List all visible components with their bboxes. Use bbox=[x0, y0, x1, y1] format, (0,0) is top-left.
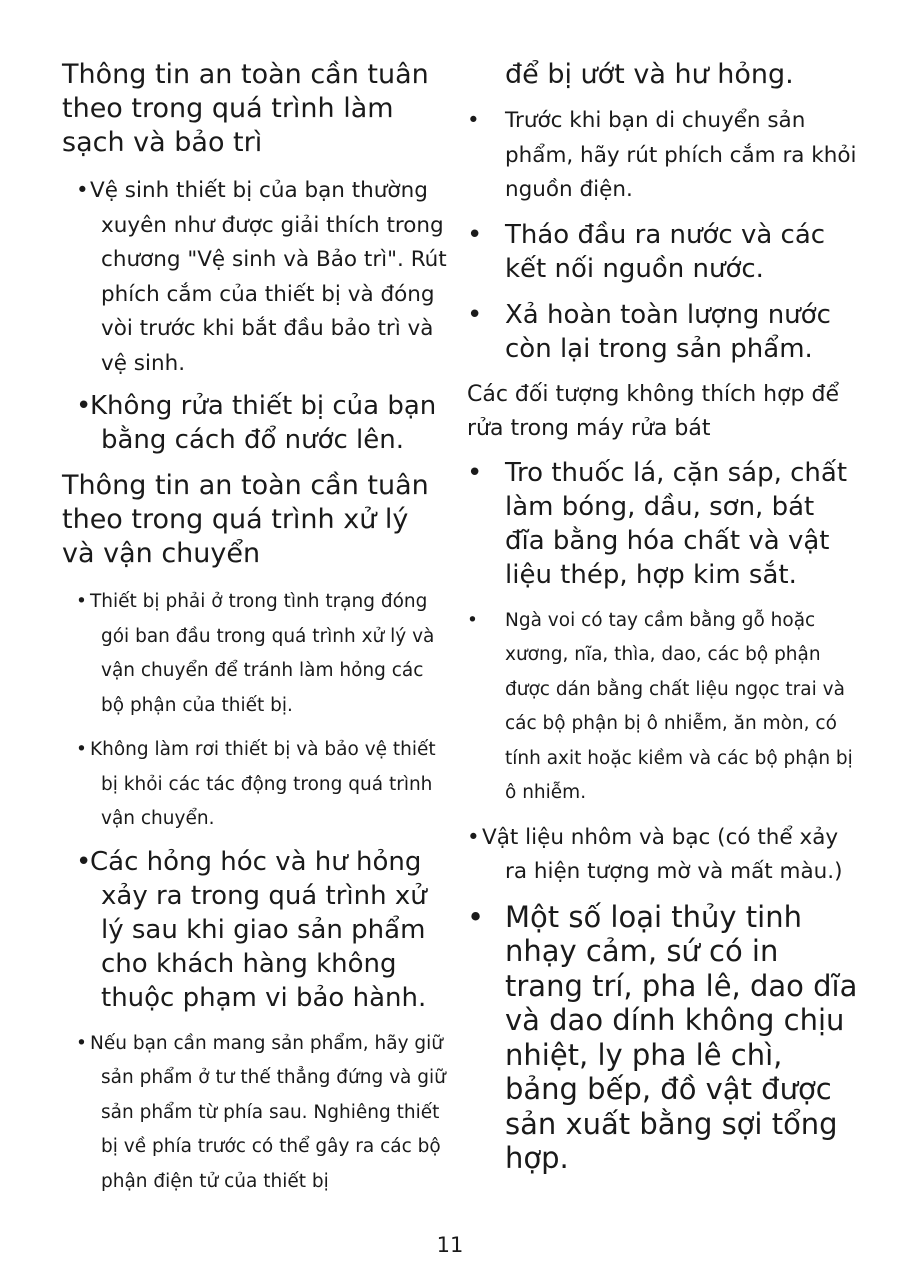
bullet-item bbox=[467, 900, 862, 1176]
bullet-item bbox=[62, 733, 447, 837]
bullet-text: Xả hoàn toàn lượng nước còn lại trong sản phẩm. bbox=[505, 299, 831, 364]
continued-text: để bị ướt và hư hỏng. bbox=[505, 59, 794, 90]
left-column bbox=[62, 58, 447, 1199]
bullet-icon: • bbox=[76, 846, 92, 877]
bullet-icon: • bbox=[76, 391, 92, 421]
bullet-icon: • bbox=[76, 591, 87, 612]
bullet-icon: • bbox=[467, 899, 485, 934]
bullet-icon: • bbox=[76, 739, 87, 760]
bullet-item bbox=[467, 298, 862, 366]
section-heading-cleaning: Thông tin an toàn cần tuân theo trong quá trình làm sạch và bảo trì bbox=[62, 59, 429, 158]
bullet-item bbox=[467, 604, 862, 811]
bullet-icon: • bbox=[467, 219, 483, 250]
bullet-text: Không rửa thiết bị của bạn bằng cách đổ nước lên. bbox=[90, 391, 437, 455]
bullet-item bbox=[62, 174, 447, 381]
bullet-item bbox=[467, 218, 862, 286]
right-column bbox=[467, 58, 862, 1176]
bullet-text: Nếu bạn cần mang sản phẩm, hãy giữ sản phẩm ở tư thế thẳng đứng và giữ sản phẩm từ phía sau. Nghiêng thiết bị về phía trước có thể gây ra các bộ phận điện tử của thiết bị bbox=[90, 1032, 446, 1192]
bullet-item bbox=[62, 845, 447, 1015]
bullet-text: Ngà voi có tay cầm bằng gỗ hoặc xương, nĩa, thìa, dao, các bộ phận được dán bằng chất liệu ngọc trai và các bộ phận bị ô nhiễm, ăn mòn, có tính axit hoặc kiềm và các bộ phận bị ô nhiễm. bbox=[505, 609, 853, 803]
bullet-item bbox=[467, 104, 862, 208]
bullet-icon: • bbox=[467, 108, 480, 133]
bullet-text: Tháo đầu ra nước và các kết nối nguồn nước. bbox=[505, 219, 826, 284]
section-heading-transport: Thông tin an toàn cần tuân theo trong quá trình xử lý và vận chuyển bbox=[62, 470, 429, 569]
bullet-text: Trước khi bạn di chuyển sản phẩm, hãy rút phích cắm ra khỏi nguồn điện. bbox=[505, 108, 857, 202]
bullet-item bbox=[62, 585, 447, 723]
bullet-text: Thiết bị phải ở trong tình trạng đóng gói ban đầu trong quá trình xử lý và vận chuyển để tránh làm hỏng các bộ phận của thiết bị. bbox=[90, 591, 435, 716]
bullet-icon: • bbox=[467, 457, 483, 488]
bullet-item bbox=[467, 821, 862, 890]
bullet-text: Các hỏng hóc và hư hỏng xảy ra trong quá trình xử lý sau khi giao sản phẩm cho khách hàng không thuộc phạm vi bảo hành. bbox=[90, 846, 427, 1013]
unsuitable-objects-intro: Các đối tượng không thích hợp để rửa trong máy rửa bát bbox=[467, 381, 840, 441]
bullet-item bbox=[467, 456, 862, 592]
bullet-text: Vật liệu nhôm và bạc (có thể xảy ra hiện tượng mờ và mất màu.) bbox=[482, 824, 843, 884]
bullet-icon: • bbox=[76, 1032, 87, 1054]
bullet-text: Không làm rơi thiết bị và bảo vệ thiết bị khỏi các tác động trong quá trình vận chuyển. bbox=[90, 739, 436, 829]
bullet-text: Một số loại thủy tinh nhạy cảm, sứ có in trang trí, pha lê, dao dĩa và dao dính không chịu nhiệt, ly pha lê chì, bảng bếp, đồ vật được sản xuất bằng sợi tổng hợp. bbox=[505, 899, 858, 1175]
bullet-text: Vệ sinh thiết bị của bạn thường xuyên như được giải thích trong chương "Vệ sinh và Bảo trì". Rút phích cắm của thiết bị và đóng vòi trước khi bắt đầu bảo trì và vệ sinh. bbox=[90, 178, 447, 376]
bullet-icon: • bbox=[467, 824, 480, 850]
page-number: 11 bbox=[436, 1233, 464, 1257]
bullet-text: Tro thuốc lá, cặn sáp, chất làm bóng, dầu, sơn, bát đĩa bằng hóa chất và vật liệu thép, hợp kim sắt. bbox=[505, 457, 848, 590]
bullet-item bbox=[62, 1027, 447, 1200]
bullet-item bbox=[62, 389, 447, 457]
bullet-icon: • bbox=[76, 178, 89, 203]
bullet-icon: • bbox=[467, 609, 478, 631]
bullet-icon: • bbox=[467, 299, 483, 330]
